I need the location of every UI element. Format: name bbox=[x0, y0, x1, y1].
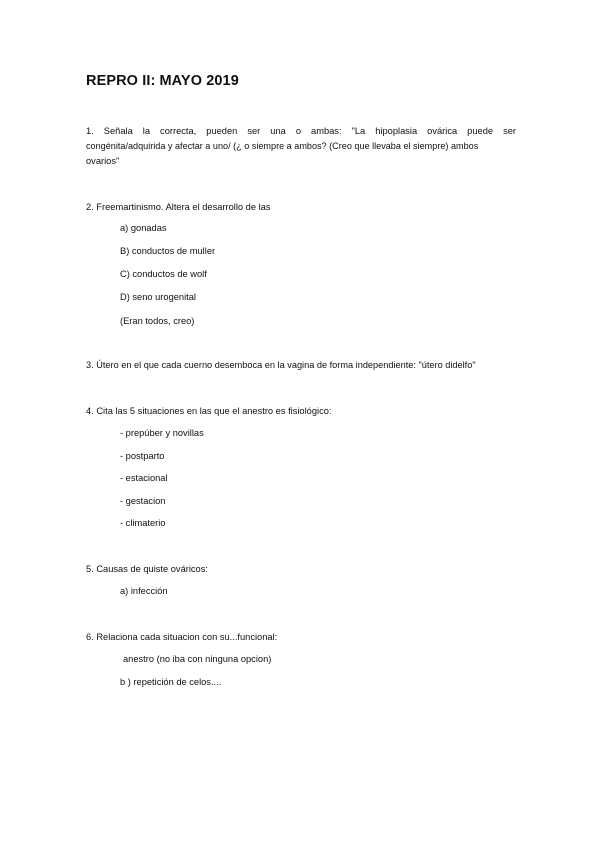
question-2-note: (Eran todos, creo) bbox=[120, 316, 195, 326]
question-4-item-5: - climaterio bbox=[120, 518, 166, 528]
question-2-option-b: B) conductos de muller bbox=[120, 246, 216, 256]
question-2-option-c: C) conductos de wolf bbox=[120, 269, 207, 279]
question-2-option-d: D) seno urogenital bbox=[120, 292, 196, 302]
question-1 bbox=[86, 124, 516, 169]
question-1-line-3: ovarios" bbox=[86, 156, 120, 166]
question-6: 6. Relaciona cada situacion con su...funcional: bbox=[86, 632, 278, 642]
question-4: 4. Cita las 5 situaciones en las que el anestro es fisiológico: bbox=[86, 406, 332, 416]
question-2-option-a: a) gonadas bbox=[120, 223, 167, 233]
question-6-item-2: b ) repetición de celos.... bbox=[120, 677, 222, 687]
question-4-item-1: - prepúber y novillas bbox=[120, 428, 204, 438]
question-3: 3. Útero en el que cada cuerno desemboca en la vagina de forma independiente: "útero didelfo" bbox=[86, 360, 476, 370]
question-4-item-3: - estacional bbox=[120, 473, 168, 483]
question-5: 5. Causas de quiste ováricos: bbox=[86, 564, 208, 574]
question-5-option-a: a) infección bbox=[120, 586, 168, 596]
question-1-line-2: congénita/adquirida y afectar a uno/ (¿ o siempre a ambos? (Creo que llevaba el siempre) ambos bbox=[86, 141, 479, 151]
question-6-item-1: anestro (no iba con ninguna opcion) bbox=[123, 654, 272, 664]
question-1-line-1: 1. Señala la correcta, pueden ser una o ambas: "La hipoplasia ovárica puede ser bbox=[86, 126, 516, 136]
question-4-item-4: - gestacion bbox=[120, 496, 166, 506]
question-2: 2. Freemartinismo. Altera el desarrollo de las bbox=[86, 202, 271, 212]
question-4-item-2: - postparto bbox=[120, 451, 165, 461]
document-title: REPRO II: MAYO 2019 bbox=[86, 73, 239, 89]
